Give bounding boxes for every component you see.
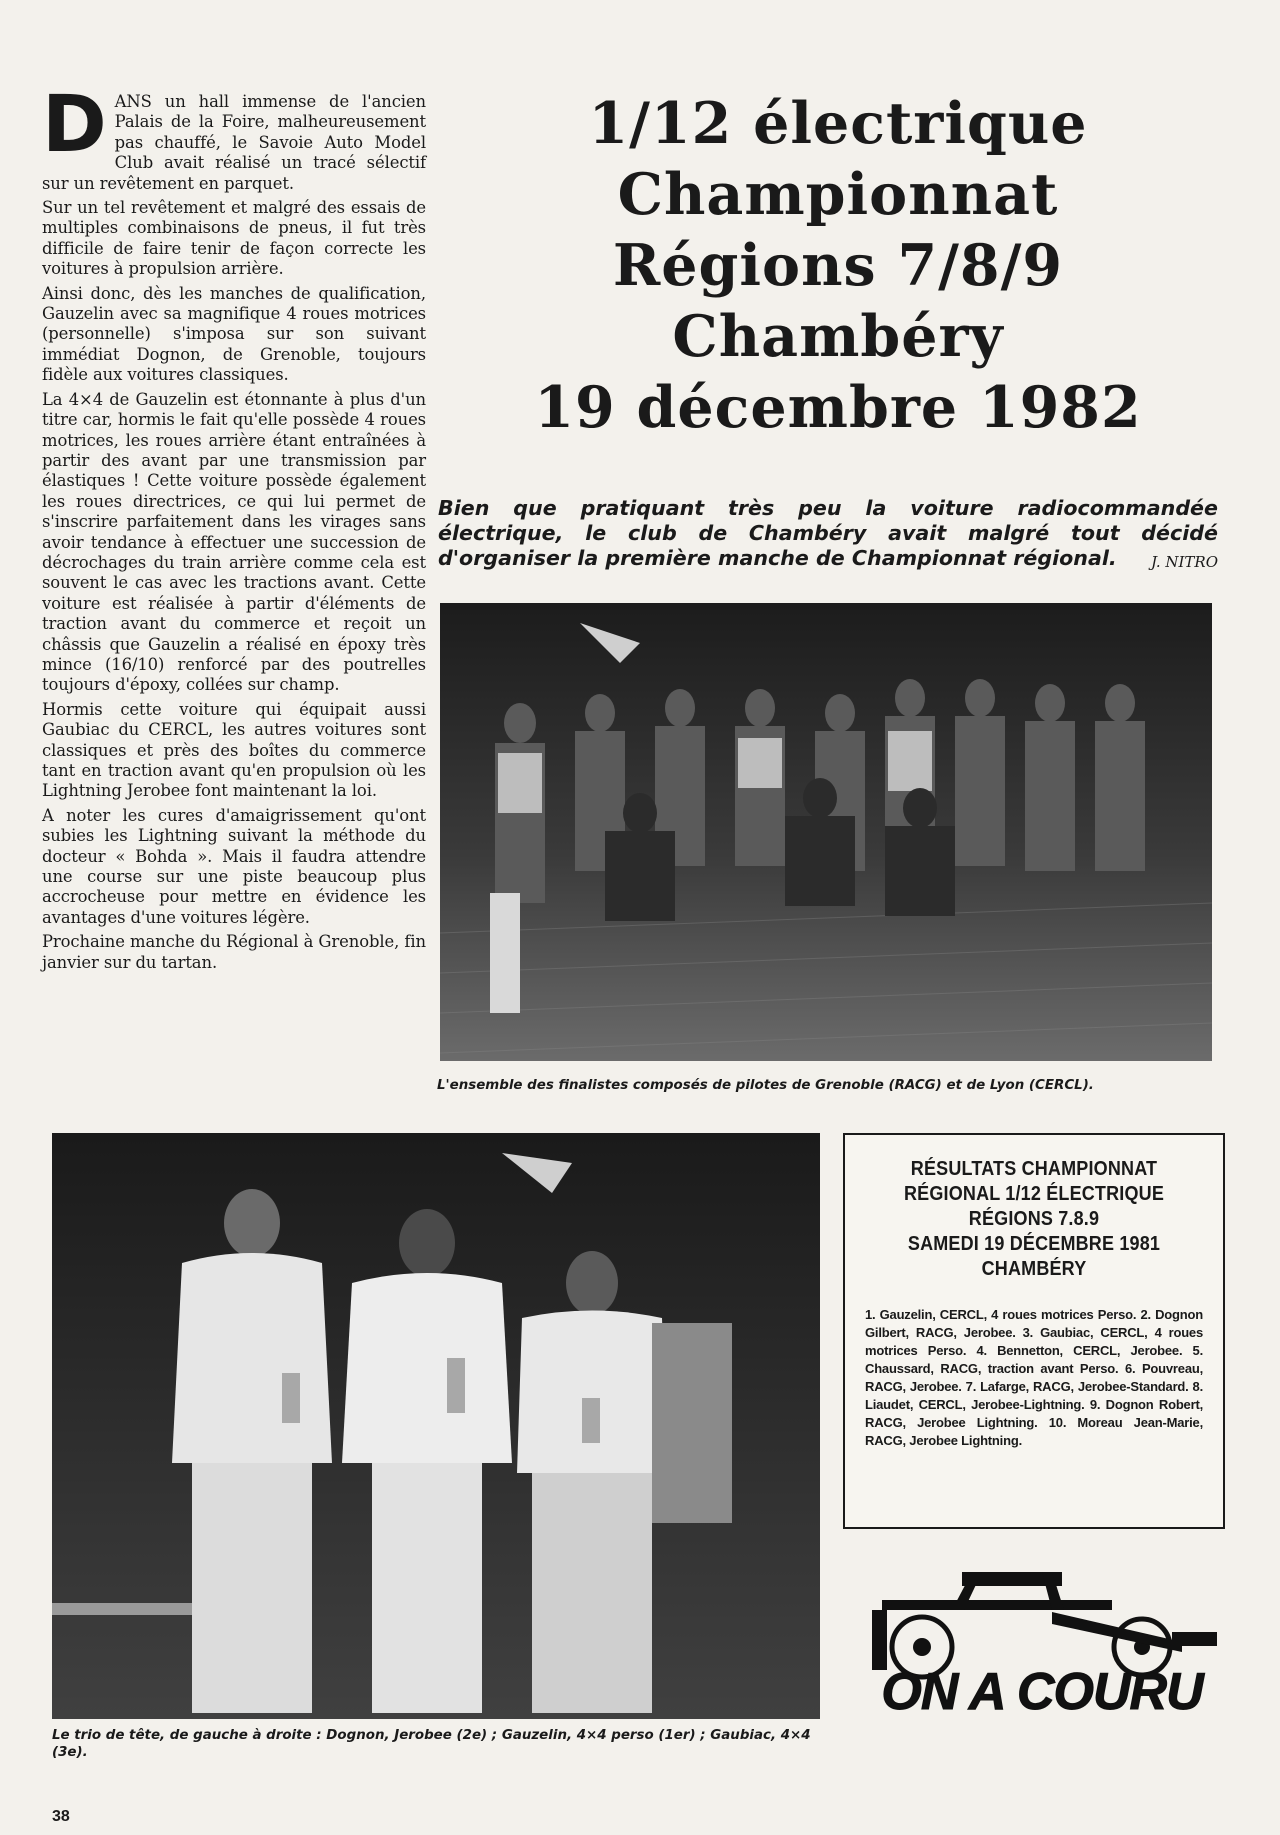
article-paragraph-1 [42, 80, 426, 194]
group-photo-caption: L'ensemble des finalistes composés de pilotes de Grenoble (RACG) et de Lyon (CERCL). [437, 1078, 1094, 1093]
results-title-line: SAMEDI 19 DÉCEMBRE 1981 [907, 1233, 1161, 1255]
podium-photo-image [52, 1133, 820, 1719]
page-number: 38 [52, 1808, 70, 1825]
byline: J. NITRO [1150, 553, 1218, 571]
headline-line: 19 décembre 1982 [534, 374, 1142, 441]
logo-text: ON A COURU [881, 1663, 1203, 1721]
on-a-couru-logo [852, 1552, 1232, 1722]
article-paragraph-7: Prochaine manche du Régional à Grenoble, fin janvier sur du tartan. [42, 932, 426, 972]
results-title-line: RÉGIONAL 1/12 ÉLECTRIQUE [903, 1183, 1165, 1205]
headline [438, 88, 1238, 443]
article-paragraph-4: La 4×4 de Gauzelin est étonnante à plus d'un titre car, hormis le fait qu'elle possède 4 roues motrices, les roues arrière étant entraînées à partir des avant par une transmission par élastiques ! Cette voiture possède également les roues directrices, ce qui lui permet de s'inscrire parfaitement dans les virages sans avoir tendance à effectuer une succession de décrochages du train arrière comme cela est souvent le cas avec les tractions avant. Cette voiture est réalisée à partir d'éléments de traction avant du commerce et reçoit un châssis que Gauzelin a réalisé en époxy très mince (16/10) renforcé par des poutrelles toujours d'époxy, collées sur champ. [42, 389, 426, 695]
results-title-line: RÉSULTATS CHAMPIONNAT [910, 1158, 1158, 1180]
results-title [882, 1157, 1186, 1282]
headline-line: Régions 7/8/9 [612, 232, 1064, 299]
lede [438, 496, 1218, 575]
paragraph-text: ANS un hall immense de l'ancien Palais de la Foire, malheureusement pas chauffé, le Savoie Auto Model Club avait réalisé un tracé sélectif sur un revêtement en parquet. [42, 92, 426, 193]
results-title-line: CHAMBÉRY [981, 1258, 1087, 1280]
drop-cap: D [42, 80, 107, 170]
podium-photo [52, 1133, 820, 1719]
headline-line: Championnat [617, 161, 1059, 228]
results-box [843, 1133, 1225, 1529]
article-paragraph-5: Hormis cette voiture qui équipait aussi Gaubiac du CERCL, les autres voitures sont classiques et près des boîtes du commerce tant en traction avant qu'en propulsion où les Lightning Jerobee font maintenant la loi. [42, 699, 426, 801]
article-body [42, 80, 426, 977]
group-photo [440, 603, 1212, 1061]
lede-text: Bien que pratiquant très peu la voiture radiocommandée électrique, le club de Chambéry avait malgré tout décidé d'organiser la première manche de Championnat régional. [438, 496, 1218, 570]
group-photo-image [440, 603, 1212, 1061]
podium-photo-caption: Le trio de tête, de gauche à droite : Dognon, Jerobee (2e) ; Gauzelin, 4×4 perso (1er) ; Gaubiac, 4×4 (3e). [52, 1728, 811, 1760]
article-paragraph-6: A noter les cures d'amaigrissement qu'ont subies les Lightning suivant la méthode du docteur « Bohda ». Mais il faudra attendre une course sur une piste beaucoup plus accrocheuse pour mettre en évidence les avantages d'une voitures légère. [42, 805, 426, 927]
headline-line: Chambéry [672, 303, 1004, 370]
results-list: 1. Gauzelin, CERCL, 4 roues motrices Perso. 2. Dognon Gilbert, RACG, Jerobee. 3. Gaubiac, CERCL, 4 roues motrices Perso. 4. Bennetton, CERCL, Jerobee. 5. Chaussard, RACG, traction avant Perso. 6. Pouvreau, RACG, Jerobee. 7. Lafarge, RACG, Jerobee-Standard. 8. Liaudet, CERCL, Jerobee-Lightning. 9. Dognon Robert, RACG, Jerobee Lightning. 10. Moreau Jean-Marie, RACG, Jerobee Lightning. [865, 1307, 1203, 1448]
headline-line: 1/12 électrique [588, 90, 1088, 157]
results-title-line: RÉGIONS 7.8.9 [968, 1208, 1100, 1230]
article-paragraph-3: Ainsi donc, dès les manches de qualification, Gauzelin avec sa magnifique 4 roues motrices (personnelle) s'imposa sur son suivant immédiat Dognon, de Grenoble, toujours fidèle aux voitures classiques. [42, 283, 426, 385]
article-paragraph-2: Sur un tel revêtement et malgré des essais de multiples combinaisons de pneus, il fut très difficile de faire tenir de façon correcte les voitures à propulsion arrière. [42, 198, 426, 279]
